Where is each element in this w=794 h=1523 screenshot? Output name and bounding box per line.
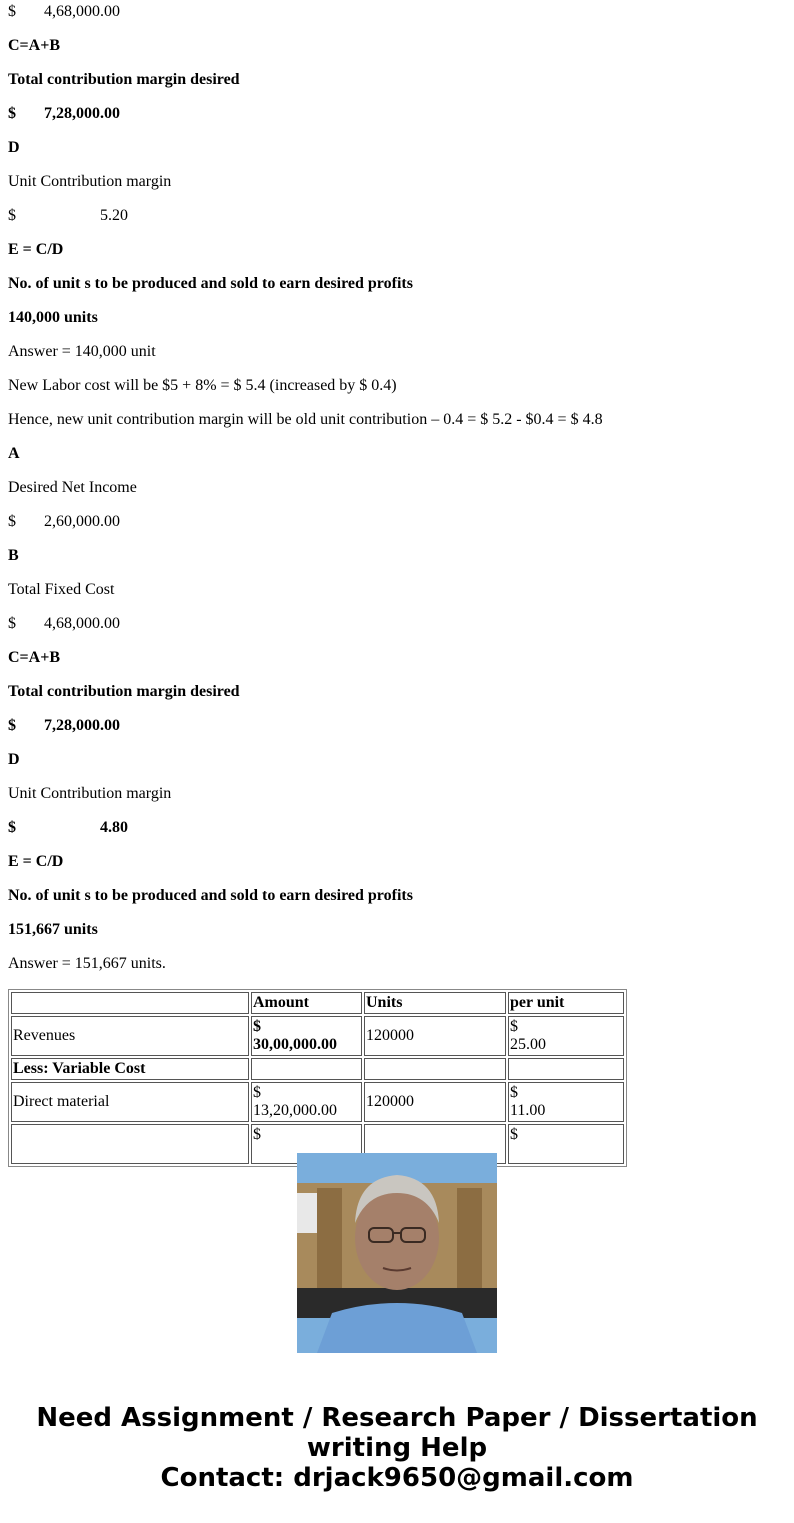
author-avatar (297, 1153, 497, 1353)
table-header-row (11, 992, 624, 1014)
row-label: Direct material (11, 1082, 249, 1122)
person-photo-avatar-icon (297, 1153, 497, 1353)
units-result: 140,000 units (8, 309, 98, 326)
row-amount: $ 13,20,000.00 (251, 1082, 362, 1122)
row-per-unit (508, 1058, 624, 1080)
label-b: B (8, 547, 19, 564)
net-income-amount: $ 2,60,000.00 (8, 513, 120, 530)
table-header-cell: Units (364, 992, 506, 1014)
footer-line-1: Need Assignment / Research Paper / Dissertation (36, 1403, 758, 1433)
row-amount (251, 1058, 362, 1080)
label-total-cm-desired: Total contribution margin desired (8, 71, 240, 88)
table-header-cell: per unit (508, 992, 624, 1014)
label-total-cm-desired-2: Total contribution margin desired (8, 683, 240, 700)
fixed-cost-amount: $ 4,68,000.00 (8, 3, 120, 20)
unit-cm-amount: $ 5.20 (8, 207, 128, 224)
formula-c-2: C=A+B (8, 649, 61, 666)
formula-e-2: E = C/D (8, 853, 64, 870)
total-cm-amount: $ 7,28,000.00 (8, 105, 120, 122)
label-a: A (8, 445, 20, 462)
row-amount: $ (251, 1124, 362, 1164)
label-d-2: D (8, 751, 20, 768)
total-cm-amount-2: $ 7,28,000.00 (8, 717, 120, 734)
table-row (11, 1058, 624, 1080)
label-desired-net-income: Desired Net Income (8, 479, 137, 496)
label-unit-cm: Unit Contribution margin (8, 173, 172, 190)
formula-c: C=A+B (8, 37, 61, 54)
table-row (11, 1016, 624, 1056)
label-d: D (8, 139, 20, 156)
answer-1: Answer = 140,000 unit (8, 343, 156, 360)
income-statement-table (8, 989, 627, 1167)
label-units-needed: No. of unit s to be produced and sold to earn desired profits (8, 275, 413, 292)
row-per-unit: $ 11.00 (508, 1082, 624, 1122)
row-label: Revenues (11, 1016, 249, 1056)
fixed-cost-amount-2: $ 4,68,000.00 (8, 615, 120, 632)
formula-e: E = C/D (8, 241, 64, 258)
label-units-needed-2: No. of unit s to be produced and sold to earn desired profits (8, 887, 413, 904)
row-units: 120000 (364, 1082, 506, 1122)
row-per-unit: $ (508, 1124, 624, 1164)
new-cm-note: Hence, new unit contribution margin will be old unit contribution – 0.4 = $ 5.2 - $0.4 = $ 4.8 (8, 411, 603, 428)
units-result-2: 151,667 units (8, 921, 98, 938)
footer-line-2: writing Help (306, 1433, 488, 1463)
answer-2: Answer = 151,667 units. (8, 955, 166, 972)
row-units: 120000 (364, 1016, 506, 1056)
row-amount: $ 30,00,000.00 (251, 1016, 362, 1056)
table-row (11, 1082, 624, 1122)
footer-contact-email: Contact: drjack9650@gmail.com (160, 1463, 634, 1493)
row-label: Less: Variable Cost (11, 1058, 249, 1080)
contact-footer (0, 1403, 794, 1493)
row-units (364, 1058, 506, 1080)
row-per-unit: $ 25.00 (508, 1016, 624, 1056)
row-label (11, 1124, 249, 1164)
labor-cost-note: New Labor cost will be $5 + 8% = $ 5.4 (increased by $ 0.4) (8, 377, 397, 394)
unit-cm-amount-2: $ 4.80 (8, 819, 128, 836)
table-header-cell: Amount (251, 992, 362, 1014)
label-total-fixed-cost: Total Fixed Cost (8, 581, 115, 598)
table-header-cell (11, 992, 249, 1014)
label-unit-cm-2: Unit Contribution margin (8, 785, 172, 802)
